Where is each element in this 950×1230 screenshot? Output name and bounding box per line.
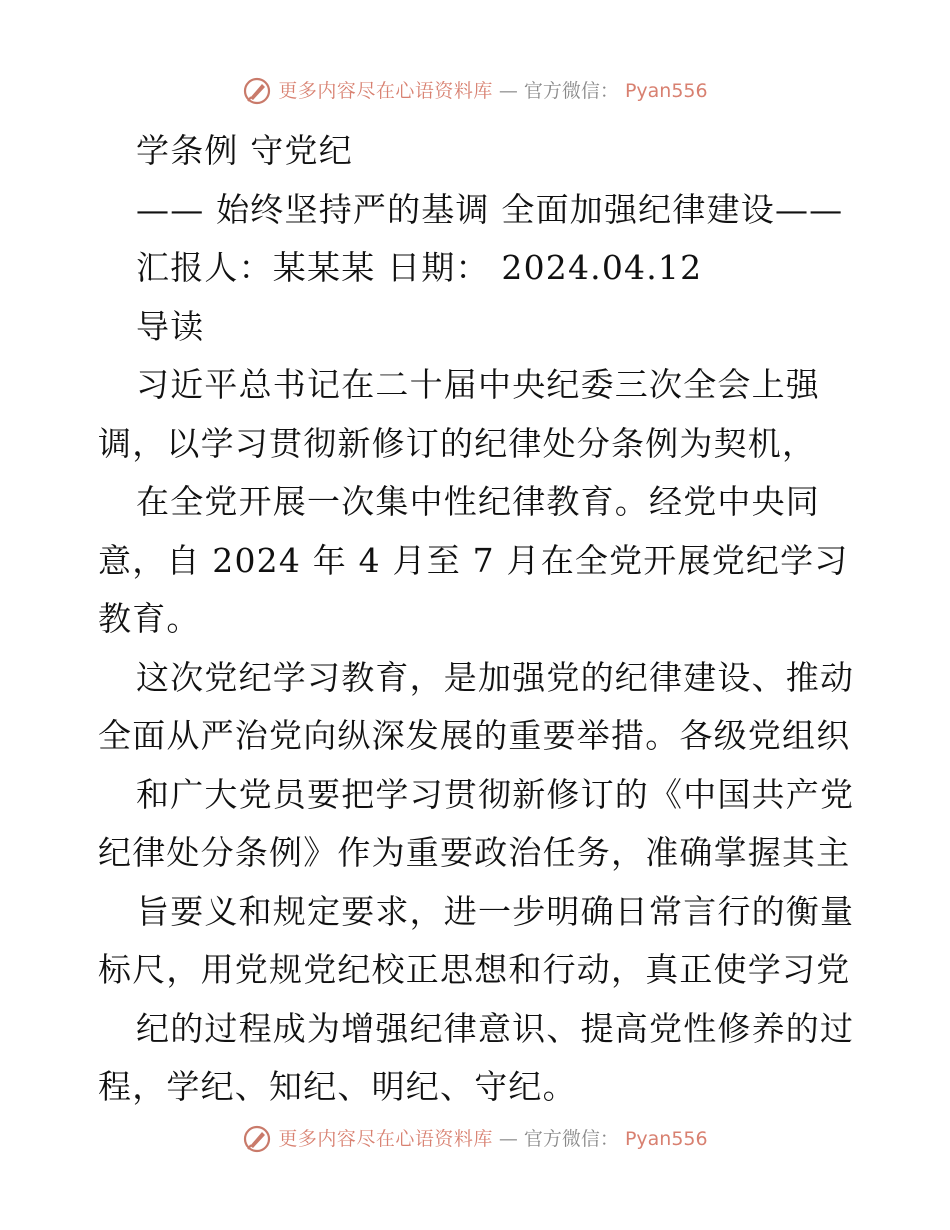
- paragraph-line: 全面从严治党向纵深发展的重要举措。各级党组织: [98, 716, 851, 755]
- paragraph-line: 纪律处分条例》作为重要政治任务，准确掌握其主: [98, 833, 851, 872]
- watermark-wechat-id: Pyan556: [624, 1128, 708, 1150]
- paragraph-line: 这次党纪学习教育，是加强党的纪律建设、推动: [136, 657, 855, 697]
- watermark-site-text: 更多内容尽在心语资料库: [278, 80, 493, 102]
- paragraph-line: 教育。: [98, 599, 201, 638]
- paragraph-line: 调，以学习贯彻新修订的纪律处分条例为契机，: [98, 423, 817, 463]
- watermark-wechat-label: 官方微信：: [523, 80, 619, 102]
- paragraph-line: 纪的过程成为增强纪律意识、提高党性修养的过: [136, 1008, 855, 1048]
- section-heading: 导读: [136, 306, 205, 346]
- watermark-wechat-id: Pyan556: [624, 80, 708, 102]
- paragraph-line: 和广大党员要把学习贯彻新修订的《中国共产党: [136, 774, 855, 814]
- paragraph-line: 在全党开展一次集中性纪律教育。经党中央同: [136, 482, 820, 521]
- quill-pen-logo-icon: [242, 76, 272, 106]
- document-body: [98, 122, 858, 1117]
- quill-pen-logo-icon: [242, 1124, 272, 1154]
- paragraph-line: 旨要义和规定要求，进一步明确日常言行的衡量: [136, 891, 855, 931]
- paragraph-line: 程，学纪、知纪、明纪、守纪。: [98, 1067, 577, 1106]
- paragraph-line: 意，自 2024 年 4 月至 7 月在全党开展党纪学习: [98, 540, 849, 580]
- header-watermark: [0, 76, 950, 106]
- watermark-dash: —: [498, 80, 518, 102]
- watermark-wechat-label: 官方微信：: [523, 1128, 619, 1150]
- watermark-dash: —: [498, 1128, 518, 1150]
- document-title: 学条例 守党纪: [136, 131, 353, 170]
- document-subtitle: —— 始终坚持严的基调 全面加强纪律建设——: [136, 189, 844, 229]
- footer-watermark: [0, 1124, 950, 1154]
- reporter-line: 汇报人：某某某 日期： 2024.04.12: [136, 248, 703, 287]
- paragraph-line: 习近平总书记在二十届中央纪委三次全会上强: [136, 365, 820, 404]
- watermark-site-text: 更多内容尽在心语资料库: [278, 1128, 493, 1150]
- paragraph-line: 标尺，用党规党纪校正思想和行动，真正使学习党: [98, 950, 851, 989]
